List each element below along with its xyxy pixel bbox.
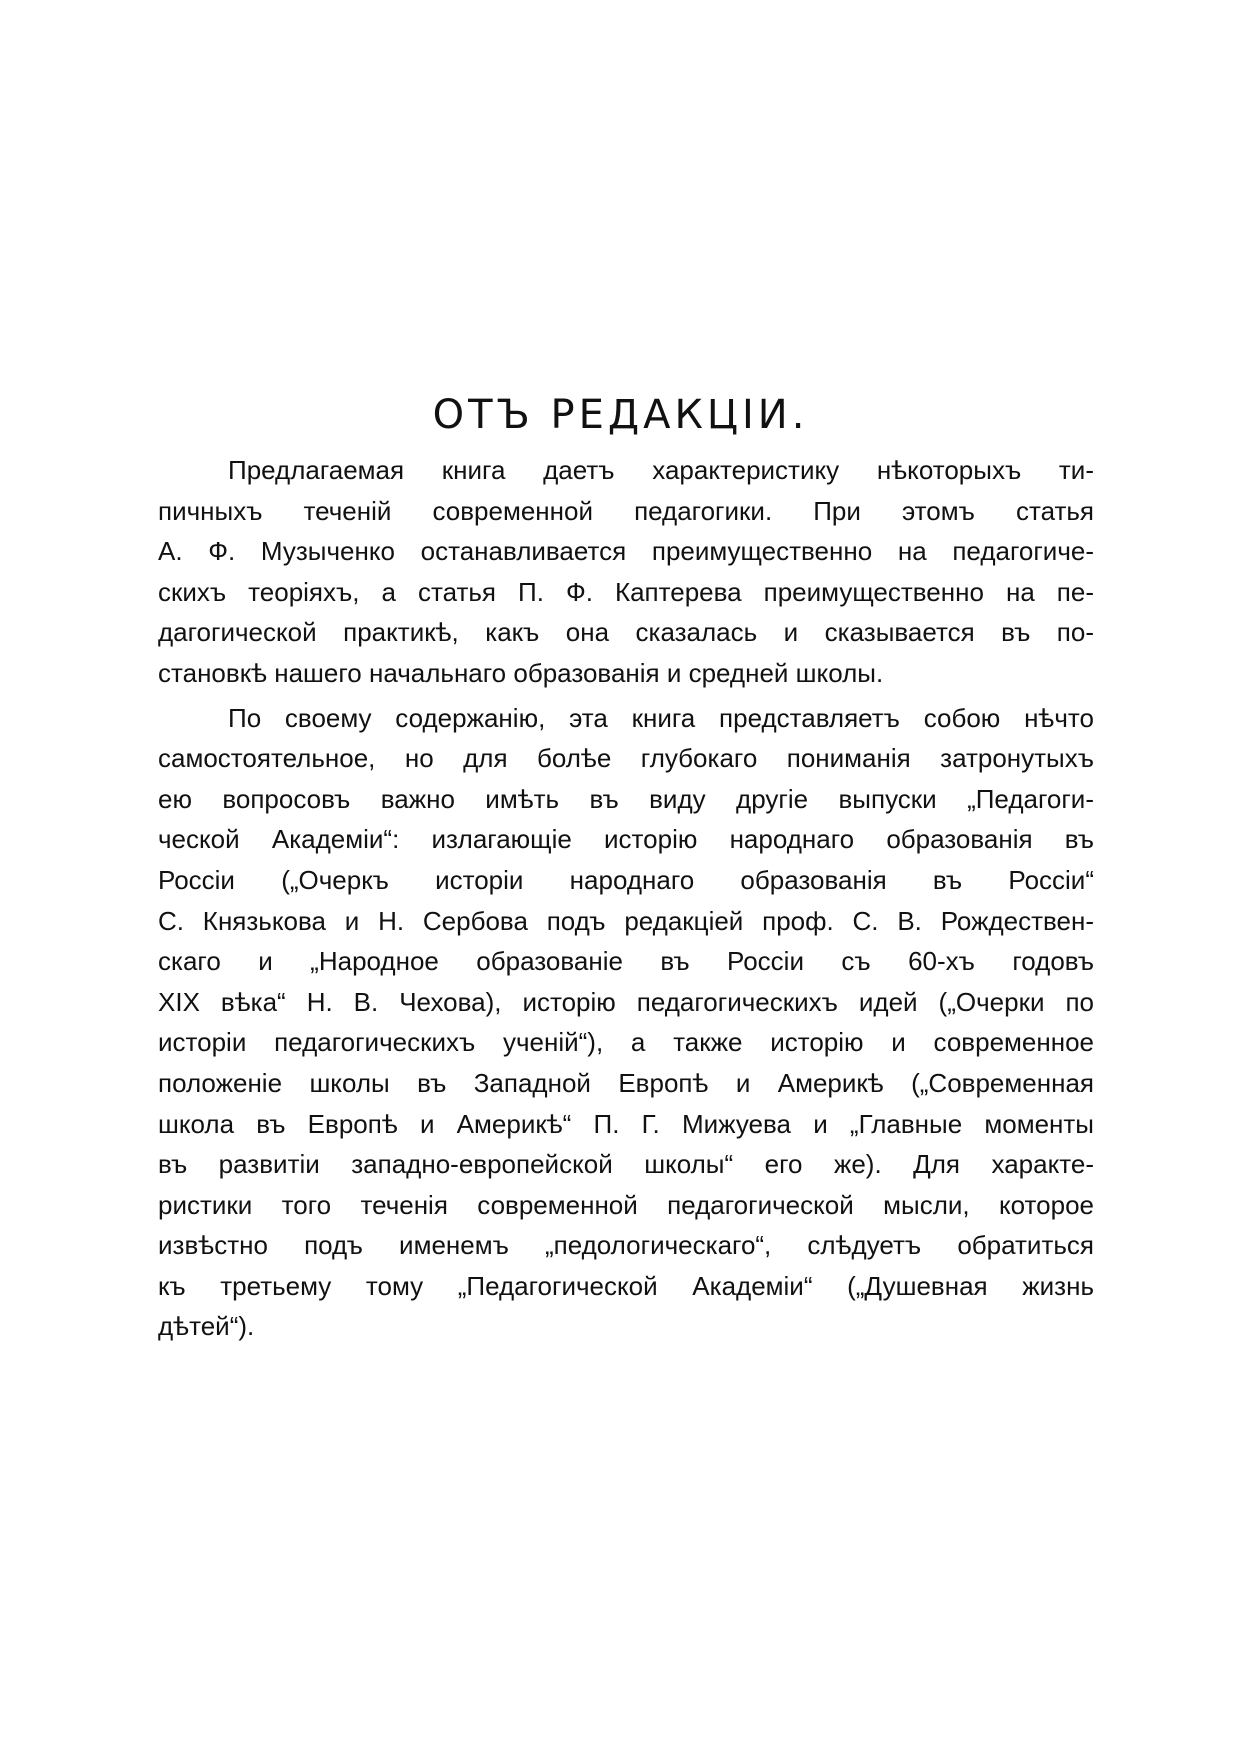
text-line: ческой Академіи“: излагающіе исторію народнаго образованія въ <box>158 824 1094 855</box>
text-line: исторіи педагогическихъ ученій“), а также исторію и современное <box>158 1027 1094 1058</box>
paragraph-2 <box>158 698 1094 1348</box>
text-line: скихъ теоріяхъ, а статья П. Ф. Каптерева преимущественно на пе- <box>158 576 1094 607</box>
text-line: въ развитіи западно-европейской школы“ его же). Для характе- <box>158 1149 1094 1180</box>
text-line: дагогической практикѣ, какъ она сказалась и сказывается въ по- <box>158 617 1094 648</box>
text-line: А. Ф. Музыченко останавливается преимущественно на педагогиче- <box>158 536 1094 567</box>
text-line: дѣтей“). <box>158 1311 255 1342</box>
text-line: школа въ Европѣ и Америкѣ“ П. Г. Мижуева и „Главные моменты <box>158 1108 1094 1139</box>
text-line: Предлагаемая книга даетъ характеристику нѣкоторыхъ ти- <box>228 455 1094 485</box>
text-line: пичныхъ теченій современной педагогики. При этомъ статья <box>158 495 1094 526</box>
text-line: Россіи („Очеркъ исторіи народнаго образованія въ Россіи“ <box>158 864 1094 895</box>
text-line: положеніе школы въ Западной Европѣ и Америкѣ („Современная <box>158 1067 1094 1098</box>
text-line: къ третьему тому „Педагогической Академіи“ („Душевная жизнь <box>158 1270 1094 1301</box>
text-line: самостоятельное, но для болѣе глубокаго пониманія затронутыхъ <box>158 743 1094 774</box>
text-line: ристики того теченія современной педагогической мысли, которое <box>158 1189 1094 1220</box>
text-line: XIX вѣка“ Н. В. Чехова), исторію педагогическихъ идей („Очерки по <box>158 986 1094 1017</box>
text-line: С. Князькова и Н. Сербова подъ редакціей проф. С. В. Рождествен- <box>158 905 1094 936</box>
text-line: становкѣ нашего начальнаго образованія и средней школы. <box>158 657 884 688</box>
text-line: ею вопросовъ важно имѣть въ виду другіе выпуски „Педагоги- <box>158 783 1094 814</box>
text-line: скаго и „Народное образованіе въ Россіи съ 60-хъ годовъ <box>158 946 1094 977</box>
text-line: извѣстно подъ именемъ „педологическаго“, слѣдуетъ обратиться <box>158 1230 1094 1261</box>
page-title: ОТЪ РЕДАКЦІИ. <box>432 392 809 438</box>
body-text <box>158 450 1094 1351</box>
paragraph-1 <box>158 450 1094 694</box>
text-line: По своему содержанію, эта книга представляетъ собою нѣчто <box>228 702 1094 733</box>
